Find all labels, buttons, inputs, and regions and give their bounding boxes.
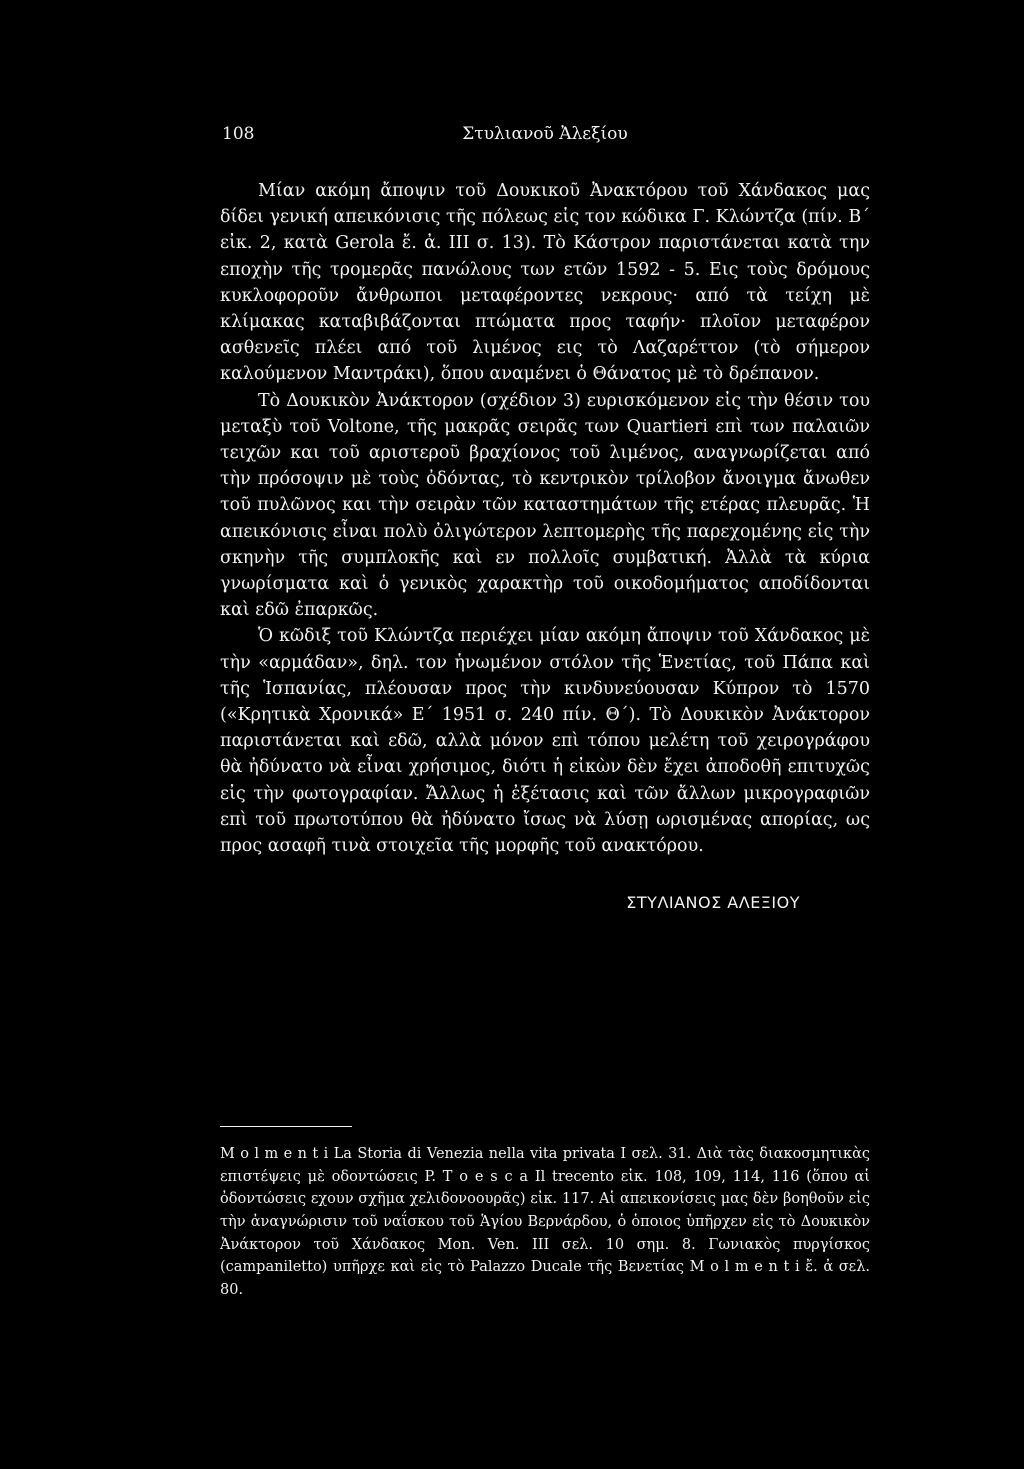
body-text [220,178,870,859]
running-title: Στυλιανοῦ Ἀλεξίου [462,124,628,144]
running-head [220,124,870,152]
paragraph: Μίαν ακόμη ἄποψιν τοῦ Δουκικοῦ Ἀνακτόρου τοῦ Χάνδακος μας δίδει γενική απεικόνισις τῆς πόλεως εἰς τον κώδικα Γ. Κλώντζα (πίν. Β΄ εἰκ. 2, κατὰ Gerola ἔ. ἀ. III σ. 13). Τὸ Κάστρον παριστάνεται κατὰ την εποχὴν τῆς τρομερᾶς πανώλους των ετῶν 1592 - 5. Εις τοὺς δρόμους κυκλοφοροῦν ἄνθρωποι μεταφέροντες νεκρους· από τὰ τείχη μὲ κλίμακας καταβιβάζονται πτώματα προς ταφήν· πλοῖον μεταφέρον ασθενεῖς πλέει από τοῦ λιμένος εις τὸ Λαζαρέττον (τὸ σήμερον καλούμενον Μαντράκι), ὅπου αναμένει ὁ Θάνατος μὲ τὸ δρέπανον. [220,181,870,385]
paragraph: Ὁ κῶδιξ τοῦ Κλώντζα περιέχει μίαν ακόμη ἄποψιν τοῦ Χάνδακος μὲ τὴν «αρμάδαν», δηλ. τον ἡνωμένον στόλον τῆς Ἑνετίας, τοῦ Πάπα καὶ τῆς Ἱσπανίας, πλέουσαν προς τὴν κινδυνεύουσαν Κύπρον τὸ 1570 («Κρητικὰ Χρονικά» Ε΄ 1951 σ. 240 πίν. Θ΄). Τὸ Δουκικὸν Ἀνάκτορον παριστάνεται καὶ εδῶ, αλλὰ μόνον επὶ τόπου μελέτη τοῦ χειρογράφου θὰ ἠδύνατο νὰ εἶναι χρήσιμος, διότι ἡ εἰκὼν δὲν ἔχει ἀποδοθῆ επιτυχῶς εἰς τὴν φωτογραφίαν. Ἄλλως ἡ ἐξέτασις καὶ τῶν ἄλλων μικρογραφιῶν επὶ τοῦ πρωτοτύπου θὰ ἠδύνατο ἴσως νὰ λύσῃ ωρισμένας απορίας, ως προς ασαφῆ τινὰ στοιχεῖα τῆς μορφῆς τοῦ ανακτόρου. [220,626,870,857]
footnotes [220,1143,870,1301]
page-number: 108 [222,124,255,144]
paragraph: Τὸ Δουκικὸν Ἀνάκτορον (σχέδιον 3) ευρισκόμενον εἰς τὴν θέσιν του μεταξὺ τοῦ Voltone, τῆς μακρᾶς σειρᾶς των Quartieri επὶ των παλαιῶν τειχῶν και τοῦ αριστεροῦ βραχίονος τοῦ λιμένος, αναγνωρίζεται από τὴν πρόσοψιν μὲ τοὺς ὀδόντας, τὸ κεντρικὸν τρίλοβον ἄνοιγμα ἄνωθεν τοῦ πυλῶνος και τὴν σειρὰν τῶν καταστημάτων τῆς ετέρας πλευρᾶς. Ἡ απεικόνισις εἶναι πολὺ ὀλιγώτερον λεπτομερὴς τῆς παρεχομένης εἰς τὴν σκηνὴν τῆς συμπλοκῆς καὶ εν πολλοῖς συμβατική. Ἀλλὰ τὰ κύρια γνωρίσματα καὶ ὁ γενικὸς χαρακτὴρ τοῦ οικοδομήματος αποδίδονται καὶ εδῶ ἐπαρκῶς. [220,390,870,621]
footnote-divider [220,1126,352,1127]
footnote: M o l m e n t i La Storia di Venezia nella vita privata I σελ. 31. Διὰ τὰς διακοσμητικὰς επιστέψεις μὲ οδοντώσεις P. T o e s c a Il trecento εἰκ. 108, 109, 114, 116 (ὅπου αἱ ὀδοντώσεις εχουν σχῆμα χελιδονοουρᾶς) εἰκ. 117. Αἱ απεικονίσεις μας δὲν βοηθοῦν εἰς τὴν ἀναγνώρισιν τοῦ ναΐσκου τοῦ Ἁγίου Βερνάρδου, ὁ ὁποιος ὑπῆρχεν εἰς τὸ Δουκικὸν Ἀνάκτορον τοῦ Χάνδακος Mon. Ven. III σελ. 10 σημ. 8. Γωνιακὸς πυργίσκος (campaniletto) υπῆρχε καὶ εἰς τὸ Palazzo Ducale τῆς Βενετίας M o l m e n t i ἔ. ἀ σελ. 80. [220,1146,870,1298]
author-signature: ΣΤΥΛΙΑΝΟΣ ΑΛΕΞΙΟΥ [626,893,800,913]
book-page [220,124,870,1301]
